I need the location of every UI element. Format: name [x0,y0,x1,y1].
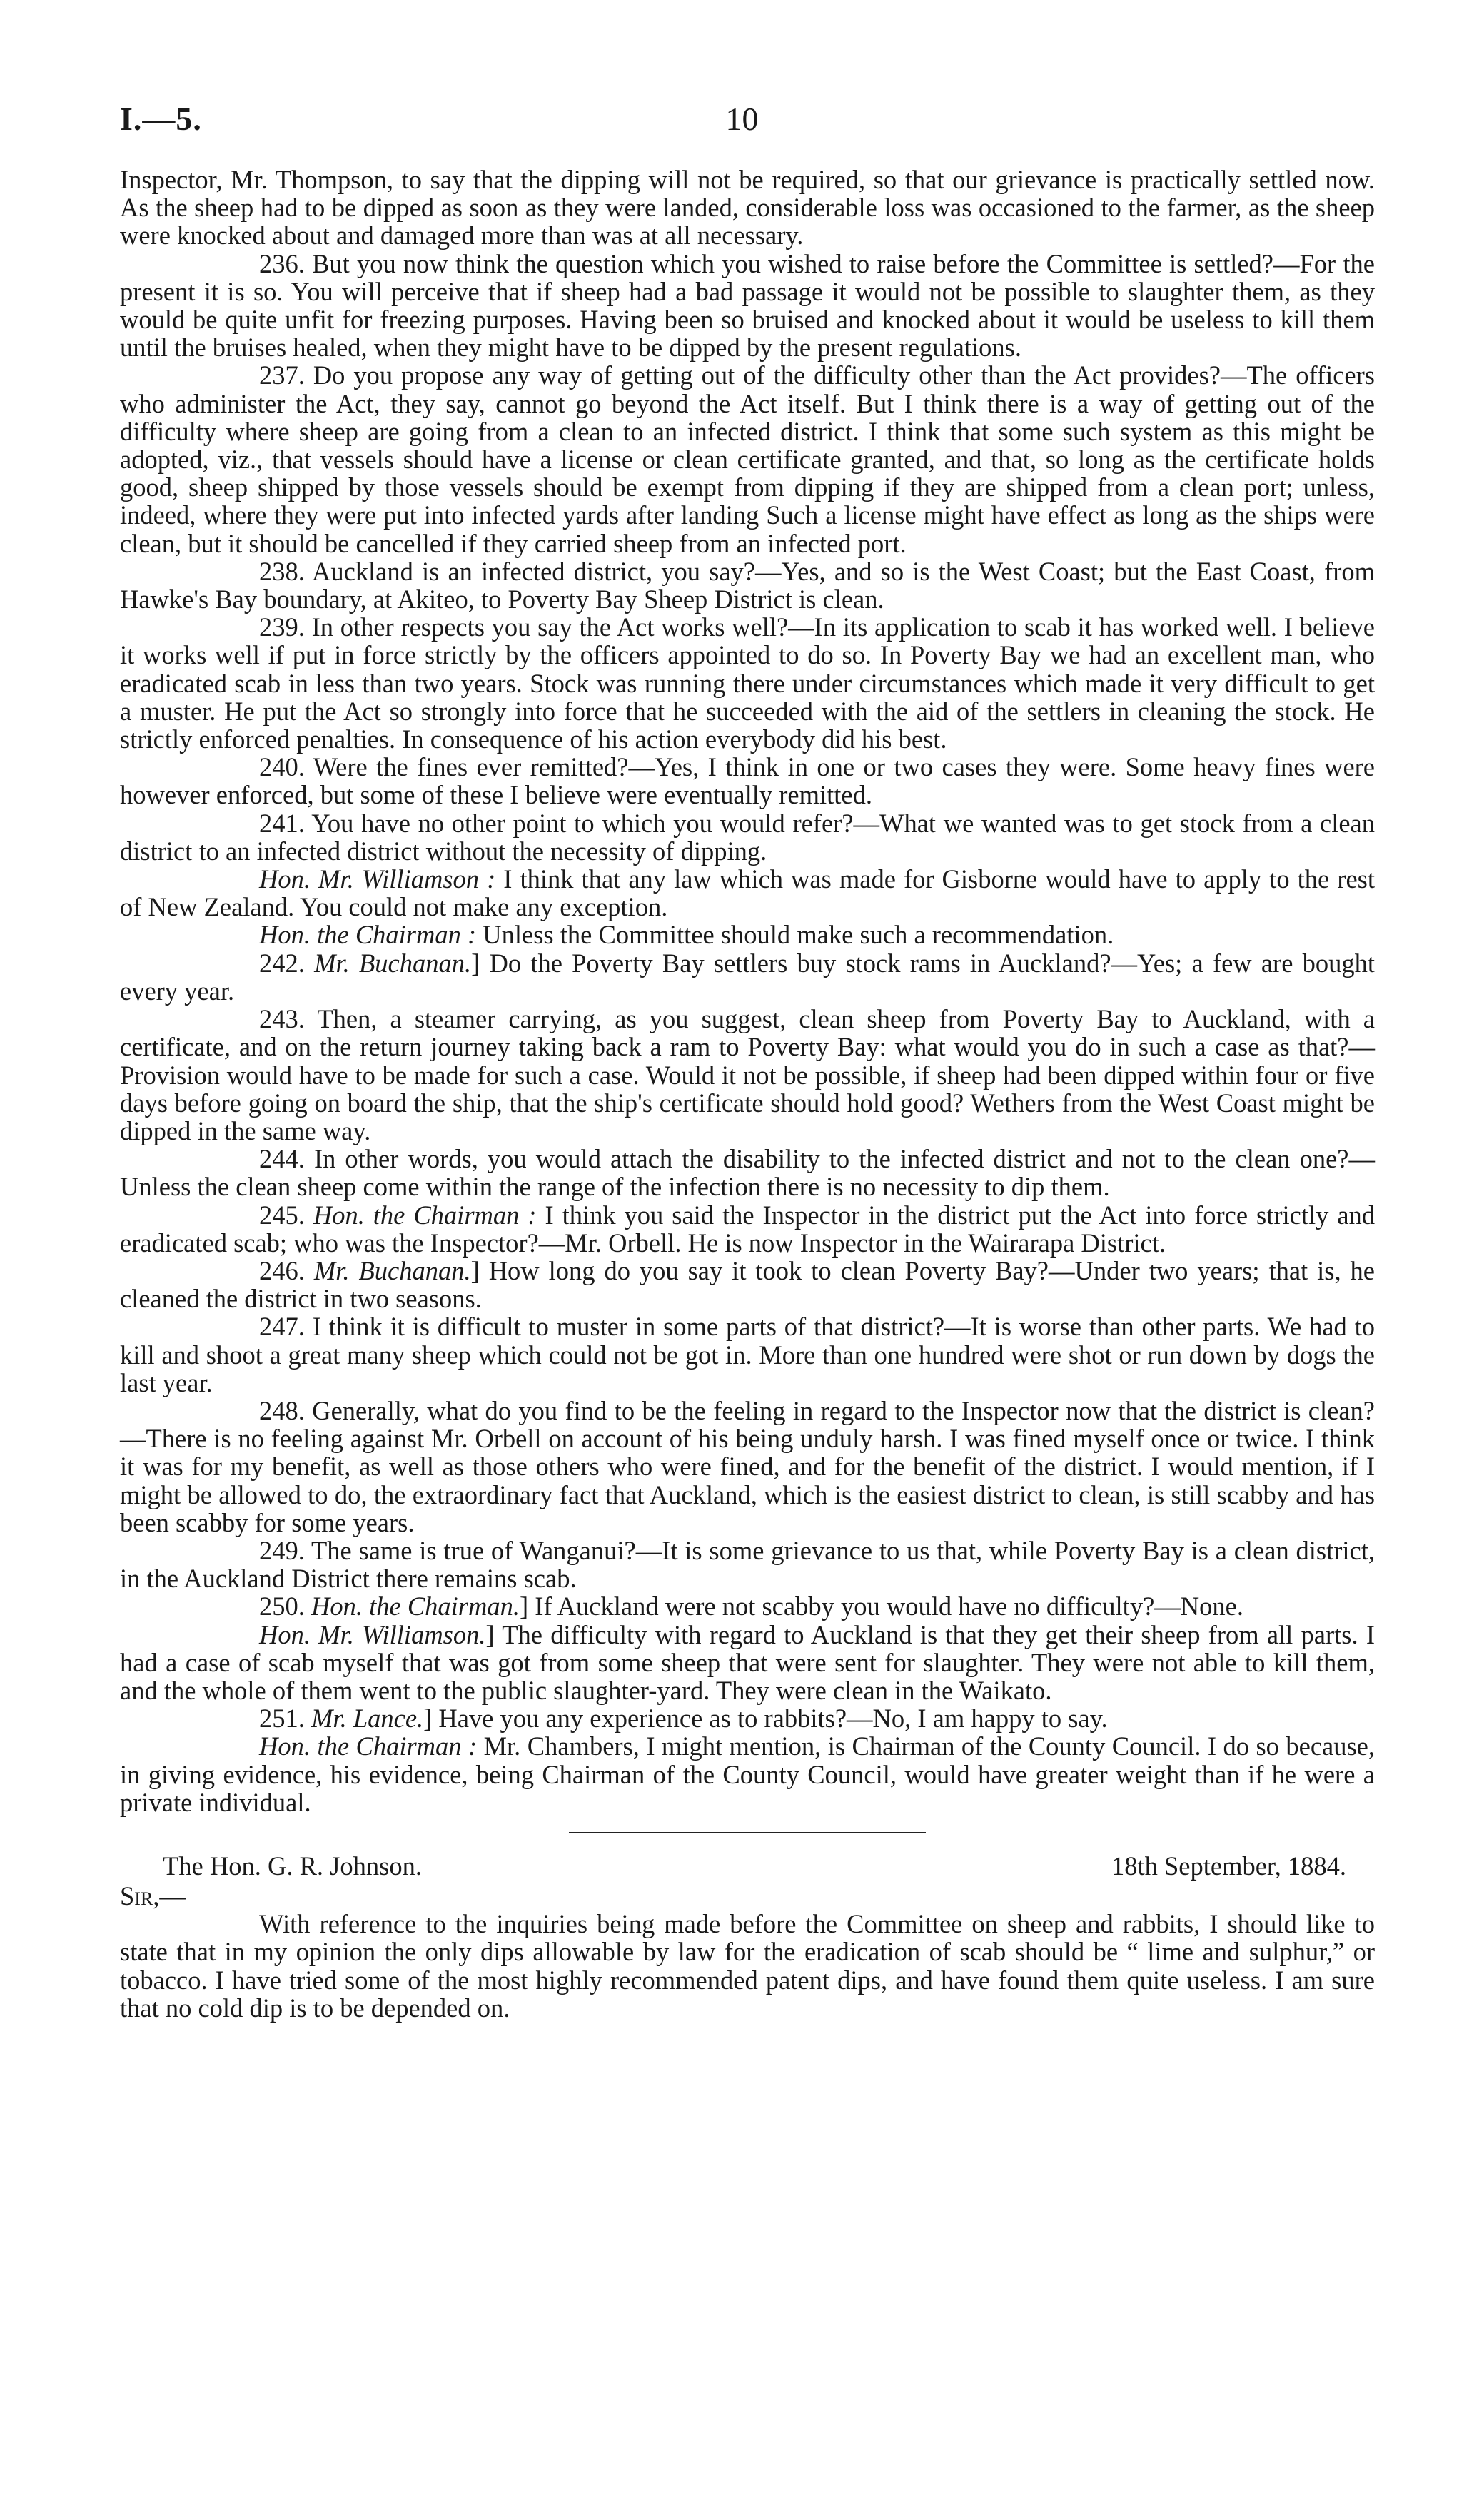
paragraph [120,1397,1375,1537]
letter-heading [163,1852,1375,1882]
paragraph-text: Unless the Committee should make such a recommendation. [476,920,1114,950]
paragraph [120,865,1375,921]
paragraph-text: ] The difficulty with regard to Auckland is that they get their sheep from all parts. I had a case of scab myself that was got from some sheep that were sent for slaughter. They were not able to kill them, and the whole of them went to the public slaughter-yard. They were clean in the Waikato. [120,1619,1375,1705]
paragraph-text: ] How long do you say it took to clean Poverty Bay?—Under two years; that is, he cleaned the district in two seasons. [120,1255,1376,1314]
paragraph-text: ] Do the Poverty Bay settlers buy stock rams in Auckland?—Yes; a few are bought every year. [120,948,1376,1006]
letter [120,1852,1375,2022]
question-number: 250. [259,1592,311,1621]
paragraph [120,1201,1375,1257]
letter-recipient: The Hon. G. R. Johnson. [163,1851,422,1881]
speaker-name: Hon. the Chairman : [259,920,477,950]
paragraph [120,753,1375,809]
paragraph [120,613,1375,753]
letter-date: 18th September, 1884. [1111,1851,1346,1881]
paragraph-text: 240. Were the fines ever remitted?—Yes, I think in one or two cases they were. Some heavy fines were however enforced, but some of these I believe were eventually remitted. [120,752,1375,810]
speaker-name: Mr. Lance. [311,1704,424,1734]
paragraph [120,1312,1375,1397]
speaker-name: Hon. the Chairman. [311,1592,520,1621]
paragraph-text: 238. Auckland is an infected district, you say?—Yes, and so is the West Coast; but the East Coast, from Hawke's Bay boundary, at Akiteo, to Poverty Bay Sheep District is clean. [120,556,1375,614]
paragraph [120,1592,1375,1620]
paragraph-text: I think that any law which was made for Gisborne would have to apply to the rest of New Zealand. You could not make any exception. [120,864,1375,922]
paragraph-text: 241. You have no other point to which you would refer?—What we wanted was to get stock from a clean district to an infected district without the necessity of dipping. [120,808,1375,866]
paragraph [120,809,1375,865]
question-number: 245. [259,1200,313,1230]
paragraph-text: Inspector, Mr. Thompson, to say that the dipping will not be required, so that our grievance is practically settled now. As the sheep had to be dipped as soon as they were landed, considerable loss was occasioned to the farmer, as the sheep were knocked about and damaged more than was at all necessary. [120,165,1375,251]
paragraph [120,361,1375,557]
paragraph [120,921,1375,948]
speaker-name: Hon. Mr. Williamson. [259,1619,486,1649]
paragraph [120,949,1375,1005]
paragraph [120,557,1375,613]
paragraph-text: ] If Auckland were not scabby you would have no difficulty?—None. [520,1592,1243,1621]
question-number: 246. [259,1255,314,1285]
paragraph-text: Mr. Chambers, I might mention, is Chairman of the County Council. I do so because, in giving evidence, his evidence, being Chairman of the County Council, would have greater weight than if he were a private individual. [120,1731,1376,1817]
question-number: 251. [259,1704,311,1734]
paragraph [120,166,1375,250]
paragraph [120,1005,1375,1145]
paragraph-text: 249. The same is true of Wanganui?—It is some grievance to us that, while Poverty Bay is a clean district, in the Auckland District there remains scab. [120,1535,1375,1594]
paragraph [120,1537,1375,1592]
speaker-name: Mr. Buchanan. [314,948,472,978]
speaker-name: Hon. Mr. Williamson : [259,864,496,894]
paragraph [120,1257,1375,1312]
paragraph [120,250,1375,362]
paragraph-text: 239. In other respects you say the Act works well?—In its application to scab it has worked well. I believe it works well if put in force strictly by the officers appointed to do so. In Poverty Bay we had an excellent man, who eradicated scab in less than two years. Stock was running there under circumstances which made it very difficult to get a muster. He put the Act so strongly into force that he succeeded with the aid of the settlers in cleaning the stock. He strictly enforced penalties. In consequence of his action everybody did his best. [120,612,1375,754]
paragraph-text: ] Have you any experience as to rabbits?—No, I am happy to say. [423,1704,1108,1734]
speaker-name: Mr. Buchanan. [313,1255,471,1285]
paragraph-text: 236. But you now think the question which you wished to raise before the Committee is settled?—For the present it is so. You will perceive that if sheep had a bad passage it would not be possible to slaughter them, as they would be quite unfit for freezing purposes. Having been so bruised and knocked about it would be useless to kill them until the bruises healed, when they might have to be dipped by the present regulations. [120,248,1375,363]
paragraph [120,1704,1375,1732]
paragraph-text: 248. Generally, what do you find to be the feeling in regard to the Inspector now that the district is clean?—There is no feeling against Mr. Orbell on account of his being unduly harsh. I was fined myself once or twice. I think it was for my benefit, as well as those others who were fined, and for the benefit of the district. I would mention, if I might be allowed to do, the extraordinary fact that Auckland, which is the easiest district to clean, is still scabby and has been scabby for some years. [120,1395,1375,1537]
paragraph-text: 247. I think it is difficult to muster in some parts of that district?—It is worse than other parts. We had to kill and shoot a great many sheep which could not be got in. More than one hundred were shot or run down by dogs the last year. [120,1312,1375,1397]
letter-body: With reference to the inquiries being made before the Committee on sheep and rabbits, I should like to state that in my opinion the only dips allowable by law for the eradication of scab should be “ lime and sulphur,” or tobacco. I have tried some of the most highly recommended patent dips, and have found them quite useless. I am sure that no cold dip is to be depended on. [120,1909,1375,2023]
paragraph-text: 237. Do you propose any way of getting out of the difficulty other than the Act provides?—The officers who administer the Act, they say, cannot go beyond the Act itself. But I think there is a way of getting out of the difficulty where sheep are going from a clean to an infected district. I think that some such system as this might be adopted, viz., that vessels should have a license or clean certificate granted, and that, so long as the certificate holds good, sheep shipped by those vessels should be exempt from dipping if they are shipped from a clean port; unless, indeed, where they were put into infected yards after landing Such a license might have effect as long as the ships were clean, but it should be cancelled if they carried sheep from an infected port. [120,360,1375,558]
document-reference: I.—5. [120,101,202,137]
paragraph-text: I think you said the Inspector in the district put the Act into force strictly and eradicated scab; who was the Inspector?—Mr. Orbell. He is now Inspector in the Wairarapa District. [120,1200,1376,1258]
paragraph [120,1732,1375,1816]
paragraph-text: 243. Then, a steamer carrying, as you suggest, clean sheep from Poverty Bay to Auckland, with a certificate, and on the return journey taking back a ram to Poverty Bay: what would you do in such a case as that?—Provision would have to be made for such a case. Would it not be possible, if sheep had been dipped within four or five days before going on board the ship, that the ship's certificate should hold good? Wethers from the West Coast might be dipped in the same way. [120,1004,1375,1145]
page-header [120,100,1364,143]
paragraph [120,1621,1375,1705]
question-number: 242. [259,948,315,978]
paragraph-list [120,166,1375,1816]
speaker-name: Hon. the Chairman : [313,1200,537,1230]
letter-salutation: Sir,— [120,1881,186,1911]
section-divider [569,1832,926,1833]
paragraph-text: 244. In other words, you would attach the disability to the infected district and not to the clean one?—Unless the clean sheep come within the range of the infection there is no necessity to dip them. [120,1144,1375,1202]
speaker-name: Hon. the Chairman : [259,1731,478,1761]
page-number: 10 [725,101,759,137]
body-text [120,166,1375,2022]
paragraph [120,1145,1375,1200]
